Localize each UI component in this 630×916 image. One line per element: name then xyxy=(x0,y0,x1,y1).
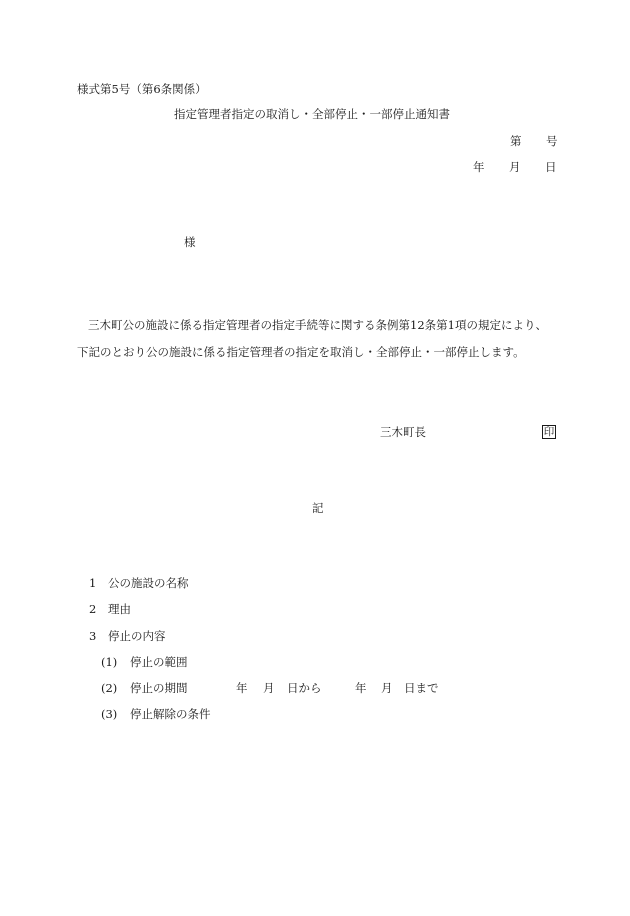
subitem-label: 停止の範囲 xyxy=(130,655,188,669)
item-number: 3 xyxy=(89,629,97,643)
period-end-year-label: 年 xyxy=(355,681,367,695)
period-end-day-label: 日まで xyxy=(404,681,439,695)
item-number: 2 xyxy=(89,602,97,616)
body-text-line-1: 三木町公の施設に係る指定管理者の指定手続等に関する条例第12条第1項の規定により、 xyxy=(88,318,547,332)
sub-list-item xyxy=(101,683,188,695)
period-start-day-label: 日から xyxy=(287,681,322,695)
document-number-go: 号 xyxy=(546,134,558,148)
item-label: 理由 xyxy=(108,602,131,616)
sub-list-item xyxy=(101,657,188,669)
date-year-label: 年 xyxy=(473,160,485,174)
sub-list-item xyxy=(101,709,211,721)
list-item xyxy=(89,604,131,616)
subitem-number: (3) xyxy=(101,707,118,721)
period-end-month-label: 月 xyxy=(381,681,393,695)
date-month-label: 月 xyxy=(509,160,521,174)
item-label: 公の施設の名称 xyxy=(108,576,189,590)
seal-mark: 印 xyxy=(543,425,555,438)
subitem-label: 停止解除の条件 xyxy=(130,707,211,721)
body-text-line-2: 下記のとおり公の施設に係る指定管理者の指定を取消し・全部停止・一部停止します。 xyxy=(77,345,525,359)
list-item xyxy=(89,631,166,643)
list-item xyxy=(89,578,189,590)
period-start-month-label: 月 xyxy=(263,681,275,695)
subitem-number: (1) xyxy=(101,655,118,669)
issuer-title: 三木町長 xyxy=(380,425,426,439)
document-number-dai: 第 xyxy=(510,134,522,148)
form-number: 様式第5号（第6条関係） xyxy=(77,82,207,96)
period-start-year-label: 年 xyxy=(236,681,248,695)
subitem-number: (2) xyxy=(101,681,118,695)
ki-heading: 記 xyxy=(312,501,324,515)
document-title: 指定管理者指定の取消し・全部停止・一部停止通知書 xyxy=(174,107,450,121)
item-label: 停止の内容 xyxy=(108,629,166,643)
item-number: 1 xyxy=(89,576,97,590)
addressee-honorific: 様 xyxy=(184,235,196,249)
subitem-label: 停止の期間 xyxy=(130,681,188,695)
date-day-label: 日 xyxy=(545,160,557,174)
